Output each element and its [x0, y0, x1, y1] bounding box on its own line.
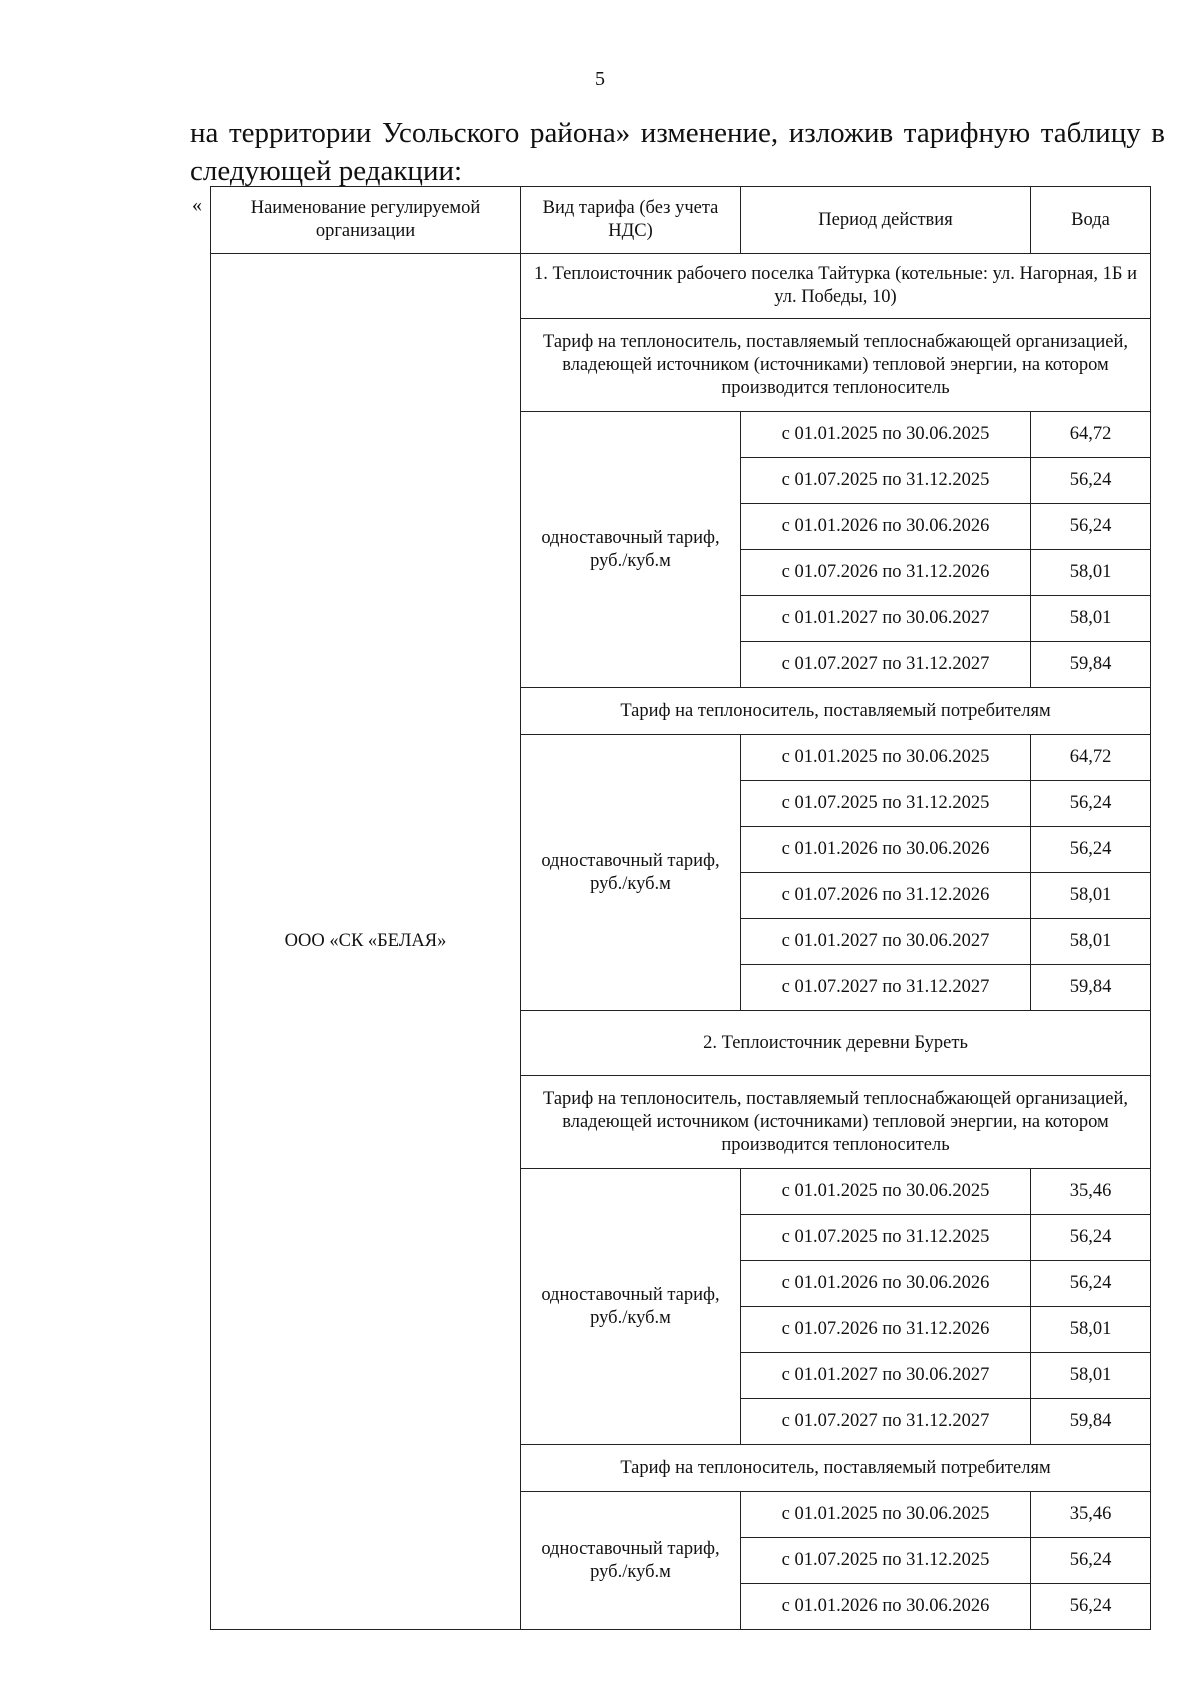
period-cell: с 01.07.2025 по 31.12.2025	[741, 1215, 1031, 1261]
period-cell: с 01.07.2027 по 31.12.2027	[741, 1399, 1031, 1445]
tariff-group-title: Тариф на теплоноситель, поставляемый теплоснабжающей организацией, владеющей источником (источниками) тепловой энергии, на котором производится теплоноситель	[521, 1076, 1151, 1169]
water-value-cell: 58,01	[1031, 550, 1151, 596]
period-cell: с 01.01.2027 по 30.06.2027	[741, 596, 1031, 642]
period-cell: с 01.07.2026 по 31.12.2026	[741, 873, 1031, 919]
header-period: Период действия	[741, 187, 1031, 254]
period-cell: с 01.01.2026 по 30.06.2026	[741, 504, 1031, 550]
period-cell: с 01.07.2025 по 31.12.2025	[741, 1538, 1031, 1584]
water-value-cell: 64,72	[1031, 412, 1151, 458]
water-value-cell: 56,24	[1031, 827, 1151, 873]
period-cell: с 01.01.2027 по 30.06.2027	[741, 1353, 1031, 1399]
water-value-cell: 35,46	[1031, 1492, 1151, 1538]
water-value-cell: 58,01	[1031, 1353, 1151, 1399]
water-value-cell: 56,24	[1031, 458, 1151, 504]
water-value-cell: 59,84	[1031, 1399, 1151, 1445]
period-cell: с 01.07.2027 по 31.12.2027	[741, 642, 1031, 688]
header-water: Вода	[1031, 187, 1151, 254]
tariff-type: одноставочный тариф, руб./куб.м	[521, 412, 741, 688]
period-cell: с 01.07.2025 по 31.12.2025	[741, 458, 1031, 504]
period-cell: с 01.07.2027 по 31.12.2027	[741, 965, 1031, 1011]
water-value-cell: 64,72	[1031, 735, 1151, 781]
water-value-cell: 59,84	[1031, 642, 1151, 688]
period-cell: с 01.07.2025 по 31.12.2025	[741, 781, 1031, 827]
water-value-cell: 56,24	[1031, 1538, 1151, 1584]
section-title: 2. Теплоисточник деревни Буреть	[521, 1011, 1151, 1076]
water-value-cell: 35,46	[1031, 1169, 1151, 1215]
section-row	[211, 254, 1151, 319]
period-cell: с 01.07.2026 по 31.12.2026	[741, 550, 1031, 596]
tariff-table	[210, 186, 1151, 1630]
page-number: 5	[595, 68, 605, 90]
header-tariff-type: Вид тарифа (без учета НДС)	[521, 187, 741, 254]
water-value-cell: 56,24	[1031, 504, 1151, 550]
tariff-group-title: Тариф на теплоноситель, поставляемый потребителям	[521, 1445, 1151, 1492]
period-cell: с 01.01.2026 по 30.06.2026	[741, 827, 1031, 873]
tariff-table-body	[211, 254, 1151, 1630]
water-value-cell: 58,01	[1031, 596, 1151, 642]
water-value-cell: 59,84	[1031, 965, 1151, 1011]
water-value-cell: 56,24	[1031, 1215, 1151, 1261]
period-cell: с 01.01.2025 по 30.06.2025	[741, 1492, 1031, 1538]
period-cell: с 01.01.2025 по 30.06.2025	[741, 735, 1031, 781]
water-value-cell: 58,01	[1031, 873, 1151, 919]
tariff-group-title: Тариф на теплоноситель, поставляемый теплоснабжающей организацией, владеющей источником (источниками) тепловой энергии, на котором производится теплоноситель	[521, 319, 1151, 412]
water-value-cell: 56,24	[1031, 781, 1151, 827]
section-title: 1. Теплоисточник рабочего поселка Тайтурка (котельные: ул. Нагорная, 1Б и ул. Победы, 10)	[521, 254, 1151, 319]
period-cell: с 01.01.2027 по 30.06.2027	[741, 919, 1031, 965]
water-value-cell: 58,01	[1031, 1307, 1151, 1353]
period-cell: с 01.07.2026 по 31.12.2026	[741, 1307, 1031, 1353]
period-cell: с 01.01.2025 по 30.06.2025	[741, 412, 1031, 458]
tariff-type: одноставочный тариф, руб./куб.м	[521, 1169, 741, 1445]
header-org: Наименование регулируемой организации	[211, 187, 521, 254]
organization-name: ООО «СК «БЕЛАЯ»	[211, 254, 521, 1630]
tariff-type: одноставочный тариф, руб./куб.м	[521, 1492, 741, 1630]
water-value-cell: 58,01	[1031, 919, 1151, 965]
period-cell: с 01.01.2025 по 30.06.2025	[741, 1169, 1031, 1215]
water-value-cell: 56,24	[1031, 1261, 1151, 1307]
period-cell: с 01.01.2026 по 30.06.2026	[741, 1261, 1031, 1307]
tariff-group-title: Тариф на теплоноситель, поставляемый потребителям	[521, 688, 1151, 735]
intro-paragraph: на территории Усольского района» изменение, изложив тарифную таблицу в следующей редакции:	[190, 117, 1165, 187]
opening-quote-mark: «	[192, 194, 202, 216]
tariff-type: одноставочный тариф, руб./куб.м	[521, 735, 741, 1011]
period-cell: с 01.01.2026 по 30.06.2026	[741, 1584, 1031, 1630]
table-header-row	[211, 187, 1151, 254]
water-value-cell: 56,24	[1031, 1584, 1151, 1630]
